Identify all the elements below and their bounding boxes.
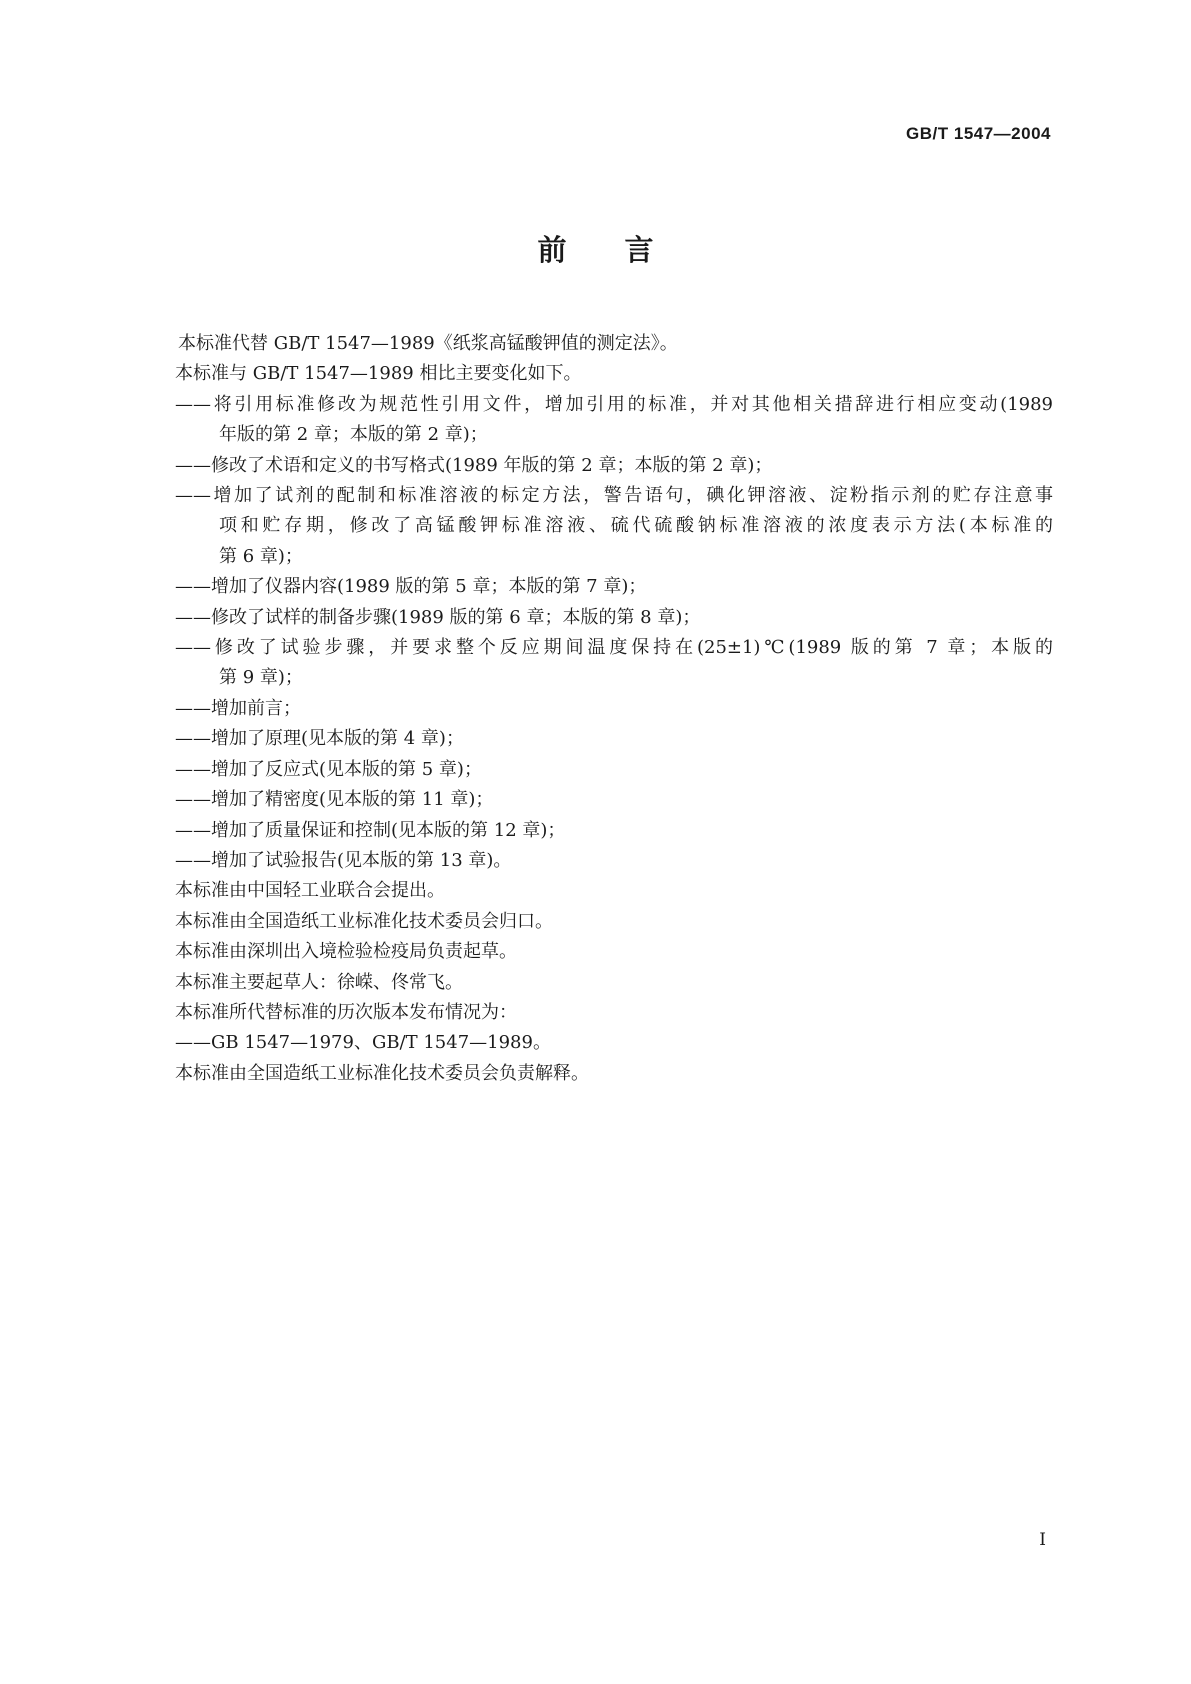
paragraph-replaces: 本标准代替 GB/T 1547—1989《纸浆高锰酸钾值的测定法》。 <box>178 333 678 354</box>
change-item-4 <box>175 572 1053 602</box>
change-item-3 <box>175 481 1053 572</box>
change-item-9 <box>175 755 1053 785</box>
history-item-text: ——GB 1547—1979、GB/T 1547—1989。 <box>175 1032 551 1054</box>
change-item-4-text: ——增加了仪器内容(1989 版的第 5 章；本版的第 7 章)； <box>175 576 647 598</box>
change-item-6 <box>175 633 1053 694</box>
change-item-3-line-1: ——增加了试剂的配制和标准溶液的标定方法，警告语句，碘化钾溶液、淀粉指示剂的贮存注意事 <box>175 485 1053 507</box>
page-number: I <box>1039 1530 1046 1550</box>
paragraph-interpretation: 本标准由全国造纸工业标准化技术委员会负责解释。 <box>175 1062 589 1084</box>
standard-code: GB/T 1547—2004 <box>906 124 1051 143</box>
change-item-2-text: ——修改了术语和定义的书写格式(1989 年版的第 2 章；本版的第 2 章)； <box>175 454 773 476</box>
paragraph-changes-intro: 本标准与 GB/T 1547—1989 相比主要变化如下。 <box>175 363 582 385</box>
paragraph-history-intro: 本标准所代替标准的历次版本发布情况为： <box>175 1001 517 1023</box>
change-item-7 <box>175 694 1053 724</box>
change-item-6-line-2: 第 9 章)； <box>219 667 303 689</box>
change-item-3-line-3: 第 6 章)； <box>219 545 303 567</box>
change-item-2 <box>175 451 1053 481</box>
change-item-9-text: ——增加了反应式(见本版的第 5 章)； <box>175 758 482 780</box>
paragraph-drafters: 本标准主要起草人：徐嵘、佟常飞。 <box>175 971 463 993</box>
history-item <box>175 1028 1053 1058</box>
change-item-8 <box>175 724 1053 754</box>
change-item-3-line-2: 项和贮存期，修改了高锰酸钾标准溶液、硫代硫酸钠标准溶液的浓度表示方法(本标准的 <box>219 515 1053 537</box>
paragraph-administrator: 本标准由全国造纸工业标准化技术委员会归口。 <box>175 910 553 932</box>
change-item-1-line-2: 年版的第 2 章；本版的第 2 章)； <box>219 424 488 446</box>
change-item-7-text: ——增加前言； <box>175 697 301 719</box>
change-item-1 <box>175 390 1053 451</box>
foreword-body <box>175 329 1053 1089</box>
change-item-12 <box>175 846 1053 876</box>
change-item-11-text: ——增加了质量保证和控制(见本版的第 12 章)； <box>175 819 566 841</box>
change-item-5 <box>175 603 1053 633</box>
paragraph-proposer: 本标准由中国轻工业联合会提出。 <box>175 880 445 902</box>
paragraph-drafting-org: 本标准由深圳出入境检验检疫局负责起草。 <box>175 941 517 963</box>
change-item-10 <box>175 785 1053 815</box>
page-title: 前言 <box>537 233 712 267</box>
change-item-8-text: ——增加了原理(见本版的第 4 章)； <box>175 728 464 750</box>
change-item-11 <box>175 816 1053 846</box>
change-item-12-text: ——增加了试验报告(见本版的第 13 章)。 <box>175 849 512 871</box>
change-item-5-text: ——修改了试样的制备步骤(1989 版的第 6 章；本版的第 8 章)； <box>175 606 701 628</box>
change-item-1-line-1: ——将引用标准修改为规范性引用文件，增加引用的标准，并对其他相关措辞进行相应变动(1989 <box>175 393 1053 415</box>
change-item-6-line-1: ——修改了试验步骤，并要求整个反应期间温度保持在(25±1)℃(1989 版的第 7 章；本版的 <box>175 637 1053 659</box>
change-item-10-text: ——增加了精密度(见本版的第 11 章)； <box>175 789 494 811</box>
